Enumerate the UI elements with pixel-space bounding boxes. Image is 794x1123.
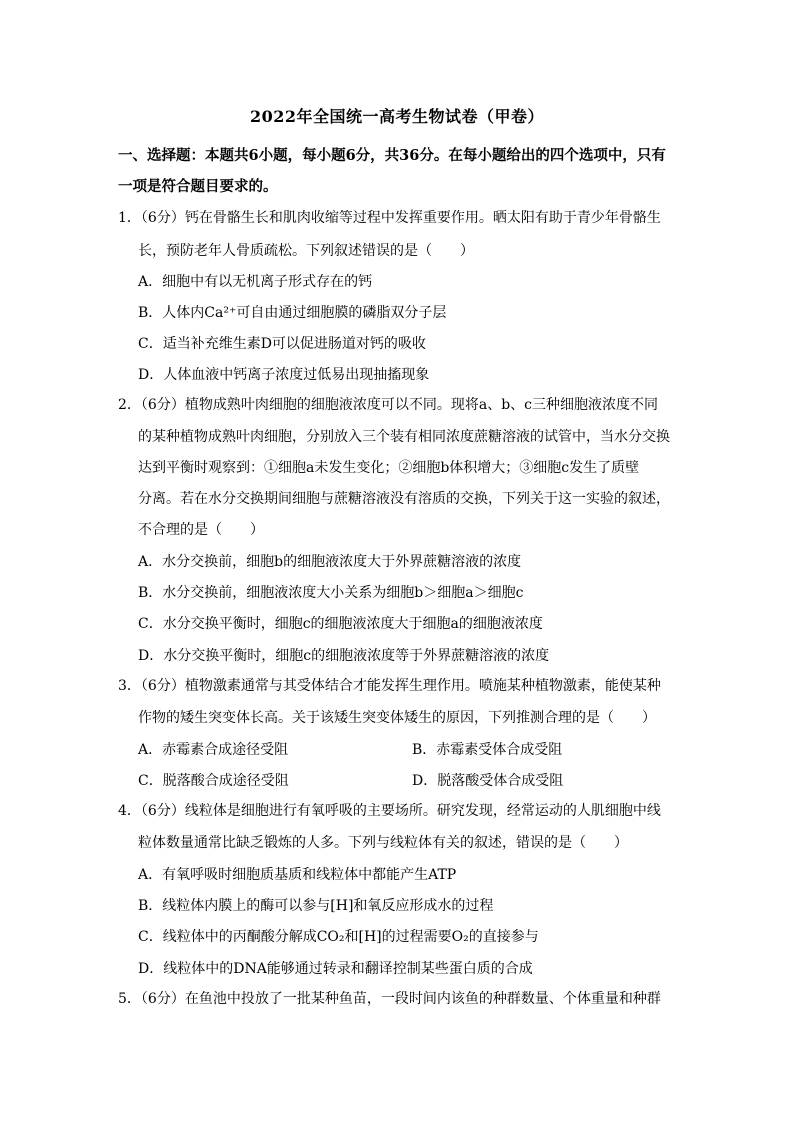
question-5 <box>118 984 688 1014</box>
question-text-line: 钙在骨骼生长和肌肉收缩等过程中发挥重要作用。晒太阳有助于青少年骨骼生 <box>184 210 661 226</box>
question-4 <box>118 796 688 826</box>
option-c: C．线粒体中的丙酮酸分解成CO₂和[H]的过程需要O₂的直接参与 <box>138 929 539 945</box>
question-number: 2． <box>118 397 141 413</box>
option-b: B．线粒体内膜上的酶可以参与[H]和氧反应形成水的过程 <box>138 898 494 914</box>
question-text-line: 植物成熟叶肉细胞的细胞液浓度可以不同。现将a、b、c三种细胞液浓度不同 <box>184 397 658 413</box>
option-a: A．赤霉素合成途径受阻 <box>138 742 289 758</box>
option-c: C．水分交换平衡时，细胞c的细胞液浓度大于细胞a的细胞液浓度 <box>138 616 543 632</box>
option-d: D．脱落酸受体合成受阻 <box>412 773 564 789</box>
option-a: A．细胞中有以无机离子形式存在的钙 <box>138 274 373 290</box>
question-3 <box>118 671 688 701</box>
option-b: B．赤霉素受体合成受阻 <box>412 742 563 758</box>
question-score: （6分） <box>140 210 185 226</box>
section-heading-line-1: 一、选择题：本题共6小题，每小题6分，共36分。在每小题给出的四个选项中，只有 <box>118 147 666 164</box>
question-score: （6分） <box>140 991 185 1007</box>
option-c: C．脱落酸合成途径受阻 <box>138 773 289 789</box>
question-score: （6分） <box>140 397 185 413</box>
option-d: D．线粒体中的DNA能够通过转录和翻译控制某些蛋白质的合成 <box>138 961 533 977</box>
question-1 <box>118 203 688 233</box>
page-title: 2022年全国统一高考生物试卷（甲卷） <box>249 107 545 126</box>
option-b: B．人体内Ca²⁺可自由通过细胞膜的磷脂双分子层 <box>138 305 447 321</box>
question-text-line: 的某种植物成熟叶肉细胞，分别放入三个装有相同浓度蔗糖溶液的试管中，当水分交换 <box>138 429 670 445</box>
question-number: 4． <box>118 803 141 819</box>
option-c: C．适当补充维生素D可以促进肠道对钙的吸收 <box>138 336 426 352</box>
question-score: （6分） <box>140 678 185 694</box>
question-text-line: 不合理的是（ ） <box>138 522 264 538</box>
option-b: B．水分交换前，细胞液浓度大小关系为细胞b＞细胞a＞细胞c <box>138 585 524 601</box>
section-heading-line-2: 一项是符合题目要求的。 <box>118 178 278 195</box>
question-text-line: 分离。若在水分交换期间细胞与蔗糖溶液没有溶质的交换，下列关于这一实验的叙述， <box>138 491 670 507</box>
option-a: A．水分交换前，细胞b的细胞液浓度大于外界蔗糖溶液的浓度 <box>138 554 522 570</box>
option-d: D．水分交换平衡时，细胞c的细胞液浓度等于外界蔗糖溶液的浓度 <box>138 648 550 664</box>
question-text-line: 粒体数量通常比缺乏锻炼的人多。下列与线粒体有关的叙述，错误的是（ ） <box>138 835 628 851</box>
question-number: 3． <box>118 678 141 694</box>
option-a: A．有氧呼吸时细胞质基质和线粒体中都能产生ATP <box>138 867 457 883</box>
question-text-line: 线粒体是细胞进行有氧呼吸的主要场所。研究发现，经常运动的人肌细胞中线 <box>184 803 661 819</box>
question-text-line: 达到平衡时观察到：①细胞a未发生变化；②细胞b体积增大；③细胞c发生了质壁 <box>138 460 640 476</box>
question-text-line: 长，预防老年人骨质疏松。下列叙述错误的是（ ） <box>138 243 474 259</box>
question-text-line: 植物激素通常与其受体结合才能发挥生理作用。喷施某种植物激素，能使某种 <box>184 678 661 694</box>
question-score: （6分） <box>140 803 185 819</box>
question-text-line: 作物的矮生突变体长高。关于该矮生突变体矮生的原因，下列推测合理的是（ ） <box>138 710 656 726</box>
question-text-line: 在鱼池中投放了一批某种鱼苗，一段时间内该鱼的种群数量、个体重量和种群 <box>184 991 661 1007</box>
question-number: 5． <box>118 991 141 1007</box>
question-number: 1． <box>118 210 141 226</box>
option-d: D．人体血液中钙离子浓度过低易出现抽搐现象 <box>138 367 430 383</box>
question-2 <box>118 390 688 420</box>
